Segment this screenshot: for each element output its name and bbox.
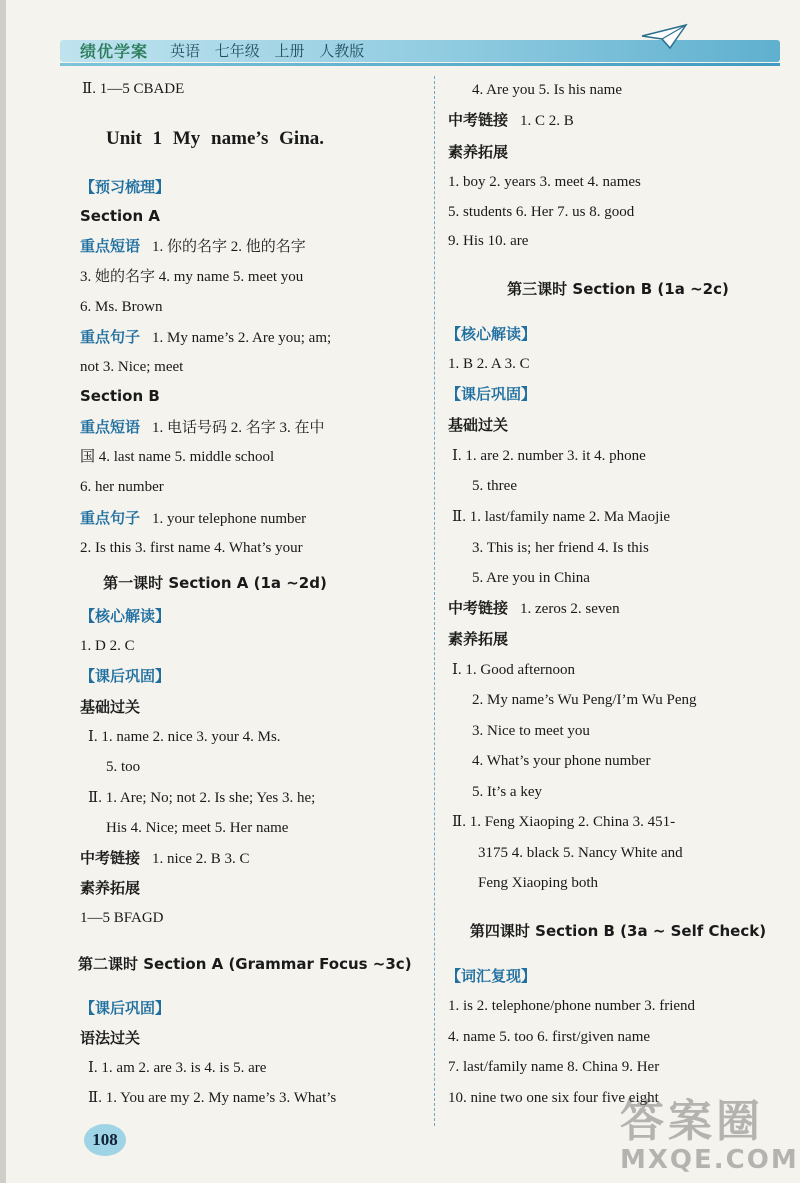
answer-line (448, 110, 574, 131)
answer-line: Ⅱ. 1. Feng Xiaoping 2. China 3. 451- (452, 814, 676, 830)
lesson-heading: 第一课时 Section A (1a ~2d) (103, 574, 327, 592)
answer-line: 1. B 2. A 3. C (448, 356, 530, 372)
key-sentences-label: 重点句子 (80, 509, 141, 527)
answer-text: 1. zeros 2. seven (520, 601, 620, 617)
answer-line (80, 848, 250, 869)
answer-line (448, 598, 620, 619)
answer-line: 6. her number (80, 479, 164, 495)
answer-line: 5. three (472, 478, 517, 494)
section-heading: 【课后巩固】 (446, 385, 537, 403)
answer-line: 1. boy 2. years 3. meet 4. names (448, 174, 641, 190)
answer-line: 5. students 6. Her 7. us 8. good (448, 204, 635, 220)
answer-line: 4. What’s your phone number (472, 753, 651, 769)
page-header (0, 0, 800, 72)
answer-text: 1. My name’s 2. Are you; am; (152, 330, 332, 346)
answer-text: 1. nice 2. B 3. C (152, 851, 250, 867)
answer-line: 国 4. last name 5. middle school (80, 449, 275, 465)
subsection-label: 素养拓展 (448, 143, 509, 161)
section-heading: 【核心解读】 (446, 325, 537, 343)
answer-line: 7. last/family name 8. China 9. Her (448, 1059, 660, 1075)
answer-line: Ⅱ. 1—5 CBADE (82, 81, 185, 97)
answer-line (80, 236, 306, 257)
answer-text: 1. your telephone number (152, 511, 307, 527)
exam-link-label: 中考链接 (80, 849, 141, 867)
page-number: 108 (84, 1124, 126, 1156)
subsection-label: 素养拓展 (448, 630, 509, 648)
answer-line: 2. Is this 3. first name 4. What’s your (80, 540, 303, 556)
section-heading: 【预习梳理】 (80, 178, 171, 196)
answer-line: 1. is 2. telephone/phone number 3. friend (448, 998, 696, 1014)
exam-link-label: 中考链接 (448, 599, 509, 617)
section-heading: 【词汇复现】 (446, 967, 537, 985)
answer-line: 5. It’s a key (472, 784, 542, 800)
answer-line: 4. name 5. too 6. first/given name (448, 1029, 651, 1045)
answer-line: 3. This is; her friend 4. Is this (472, 540, 649, 556)
answer-line: 3175 4. black 5. Nancy White and (478, 845, 683, 861)
answer-line: 1. D 2. C (80, 638, 135, 654)
answer-line: 4. Are you 5. Is his name (472, 82, 622, 98)
answer-line: Ⅱ. 1. Are; No; not 2. Is she; Yes 3. he; (88, 790, 316, 806)
section-heading: 【核心解读】 (80, 607, 171, 625)
paper-plane-icon (640, 22, 690, 52)
answer-text: 1. 你的名字 2. 他的名字 (152, 239, 306, 255)
lesson-heading: 第四课时 Section B (3a ~ Self Check) (469, 922, 767, 940)
subsection-label: 素养拓展 (80, 879, 141, 897)
subsection-label: 基础过关 (80, 698, 141, 716)
watermark-url: MXQE.COM (620, 1145, 799, 1175)
answer-line: His 4. Nice; meet 5. Her name (106, 820, 289, 836)
answer-text: 1. C 2. B (520, 113, 574, 129)
key-sentences-label: 重点句子 (80, 328, 141, 346)
brand-title: 绩优学案 (80, 42, 149, 61)
subsection-label: 语法过关 (80, 1029, 141, 1047)
answer-line (80, 508, 306, 529)
section-heading: 【课后巩固】 (80, 999, 171, 1017)
answer-line: 5. Are you in China (472, 570, 590, 586)
key-phrases-label: 重点短语 (80, 418, 141, 436)
watermark (620, 1085, 799, 1175)
exam-link-label: 中考链接 (448, 111, 509, 129)
answer-line: Ⅱ. 1. last/family name 2. Ma Maojie (452, 509, 671, 525)
answer-line: 5. too (106, 759, 141, 775)
answer-line: 3. Nice to meet you (472, 723, 590, 739)
section-label: Section A (80, 207, 160, 225)
key-phrases-label: 重点短语 (80, 237, 141, 255)
section-label: Section B (80, 387, 160, 405)
book-meta: 英语 七年级 上册 人教版 (170, 42, 365, 60)
answer-line (80, 327, 331, 348)
unit-title: Unit 1 My name’s Gina. (105, 128, 325, 149)
watermark-text: 答案圈 (620, 1096, 764, 1147)
answer-line: 2. My name’s Wu Peng/I’m Wu Peng (472, 692, 697, 708)
answer-text: 1. 电话号码 2. 名字 3. 在中 (152, 420, 325, 436)
answer-line: Feng Xiaoping both (478, 875, 598, 891)
answer-line: not 3. Nice; meet (80, 359, 184, 375)
answer-line: 9. His 10. are (448, 233, 529, 249)
answer-line: 10. nine two one six four five eight (448, 1090, 659, 1106)
answer-line: Ⅰ. 1. Good afternoon (452, 662, 575, 678)
answer-line: 6. Ms. Brown (80, 299, 163, 315)
answer-line: 1—5 BFAGD (80, 910, 164, 926)
section-heading: 【课后巩固】 (80, 667, 171, 685)
answer-line: 3. 她的名字 4. my name 5. meet you (80, 269, 304, 285)
column-divider (434, 76, 435, 1126)
answer-line (80, 417, 325, 438)
subsection-label: 基础过关 (448, 416, 509, 434)
answer-line: Ⅰ. 1. am 2. are 3. is 4. is 5. are (88, 1060, 267, 1076)
answer-line: Ⅱ. 1. You are my 2. My name’s 3. What’s (88, 1090, 337, 1106)
lesson-heading: 第三课时 Section B (1a ~2c) (507, 280, 729, 298)
answer-line: Ⅰ. 1. are 2. number 3. it 4. phone (452, 448, 646, 464)
answer-line: Ⅰ. 1. name 2. nice 3. your 4. Ms. (88, 729, 281, 745)
lesson-heading: 第二课时 Section A (Grammar Focus ~3c) (78, 955, 412, 973)
